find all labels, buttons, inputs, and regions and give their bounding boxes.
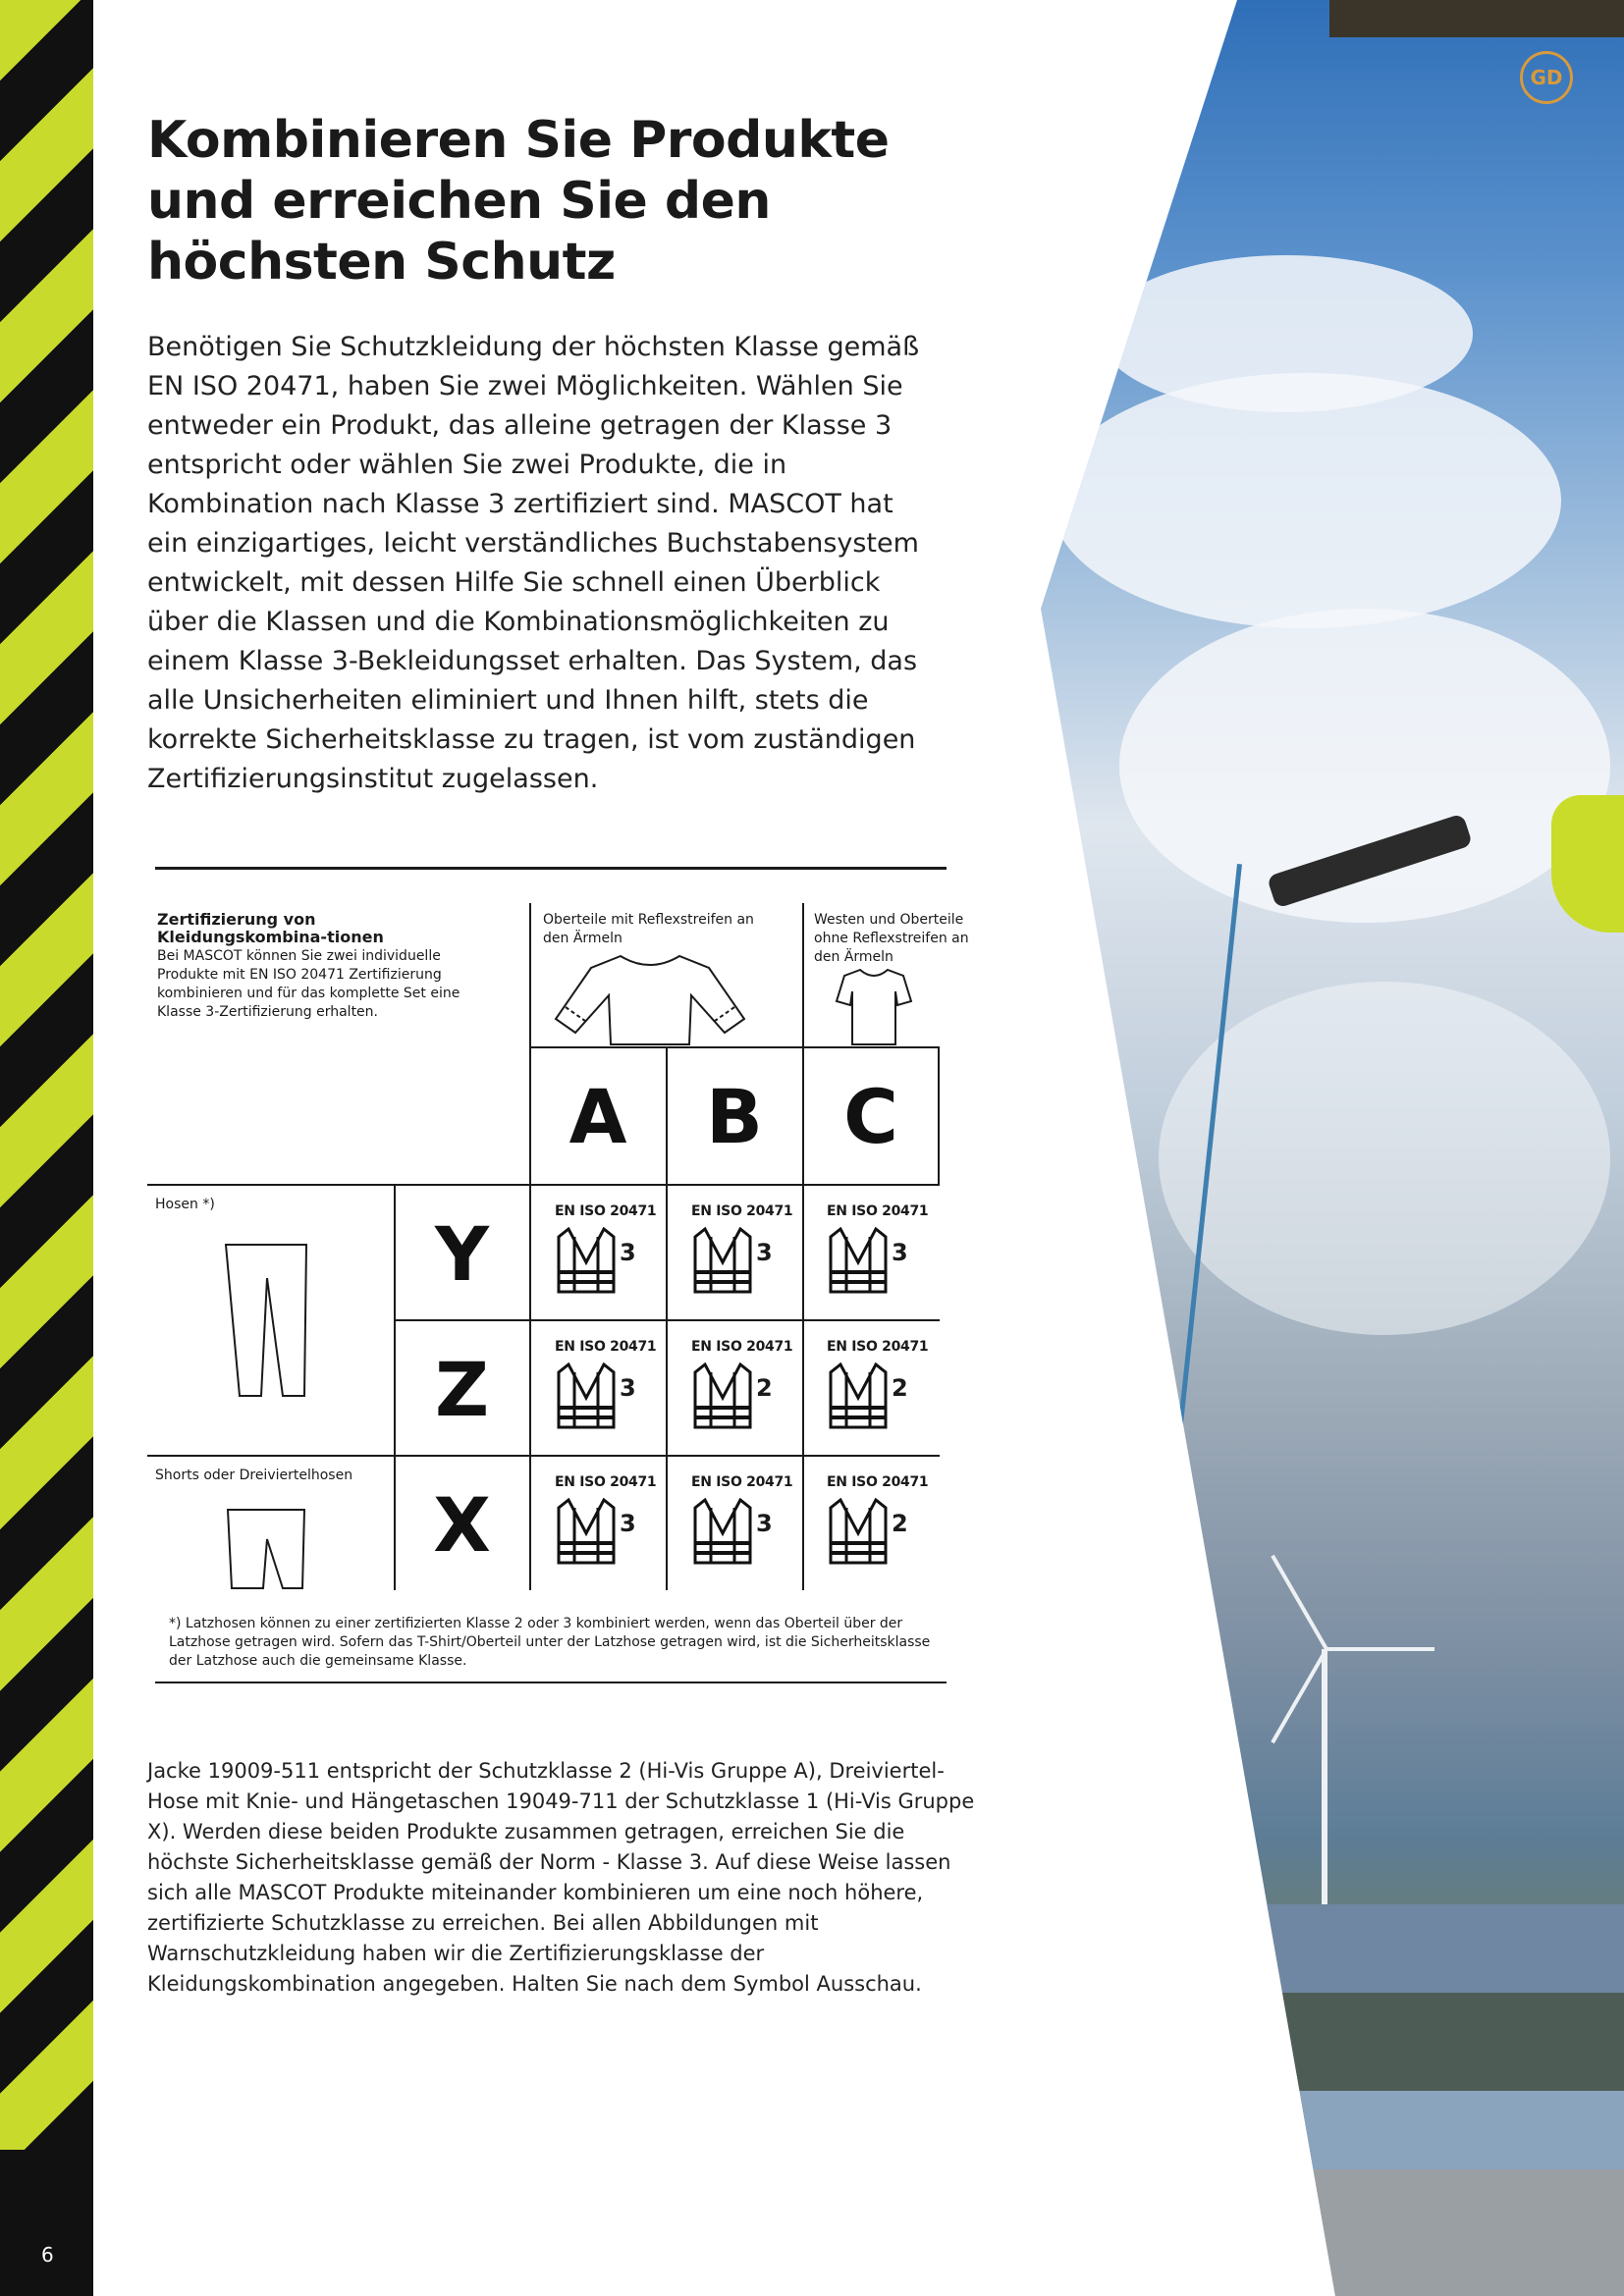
row-label-shorts: Shorts oder Dreiviertelhosen: [155, 1468, 353, 1483]
class-cell-z-b: [672, 1339, 799, 1457]
hazard-stripe-bar: [0, 0, 93, 2296]
row-header-z: Z: [434, 1346, 490, 1433]
page-title: Kombinieren Sie Produkte und erreichen Sie den höchsten Schutz: [147, 111, 890, 292]
shorts-icon: [224, 1506, 308, 1594]
class-cell-z-a: [535, 1339, 663, 1457]
class-number: 3: [756, 1510, 773, 1537]
photo-shore: [1041, 1993, 1624, 2091]
class-cell-x-b: [672, 1474, 799, 1592]
column-header-a: A: [568, 1073, 627, 1160]
closing-paragraph: Jacke 19009-511 entspricht der Schutzklasse 2 (Hi-Vis Gruppe A), Dreiviertel-Hose mit Knie- und Hängetaschen 19049-711 der Schutzklasse 1 (Hi-Vis Gruppe X). Werden diese beiden Produkte zusammen getragen, erreichen Sie die höchste Sicherheitsklasse gemäß der Norm - Klasse 3. Auf diese Weise lassen sich alle MASCOT Produkte miteinander kombinieren um eine noch höhere, zertifizierte Schutzklasse zu erreichen. Bei allen Abbildungen mit Warnschutzkleidung haben wir die Zertifizierungsklasse der Kleidungskombination angegeben. Halten Sie nach dem Symbol Ausschau.: [147, 1759, 975, 1996]
photo-sea: [1041, 1904, 1624, 1993]
hi-vis-vest-icon: [555, 1362, 618, 1431]
stripe-footer-block: [0, 2150, 93, 2296]
class-number: 2: [892, 1510, 908, 1537]
standard-label: EN ISO 20471: [555, 1203, 657, 1219]
table-divider: [529, 1046, 940, 1048]
photo-roof-overhang: [1329, 0, 1624, 37]
standard-label: EN ISO 20471: [691, 1474, 793, 1490]
table-divider: [529, 903, 531, 1590]
photo-water: [1041, 2091, 1624, 2169]
class-cell-x-c: [807, 1474, 935, 1592]
class-cell-z-c: [807, 1339, 935, 1457]
photo-turbine-blade: [1326, 1647, 1435, 1651]
class-number: 2: [756, 1374, 773, 1402]
table-top-rule: [155, 867, 947, 870]
hi-vis-vest-icon: [691, 1227, 754, 1296]
hi-vis-vest-icon: [555, 1227, 618, 1296]
photo-concrete-ledge: [1041, 2169, 1624, 2296]
long-sleeve-top-icon: [552, 950, 748, 1048]
standard-label: EN ISO 20471: [691, 1339, 793, 1355]
gd-logo: GD: [1520, 51, 1573, 104]
photo-cloud: [1051, 373, 1561, 628]
class-number: 2: [892, 1374, 908, 1402]
standard-label: EN ISO 20471: [827, 1339, 929, 1355]
hi-vis-vest-icon: [827, 1362, 890, 1431]
photo-turbine-blade: [1271, 1555, 1327, 1650]
row-header-y: Y: [434, 1210, 490, 1298]
class-cell-y-a: [535, 1203, 663, 1321]
photo-turbine-blade: [1271, 1648, 1327, 1743]
column-header-b: B: [706, 1073, 763, 1160]
class-number: 3: [620, 1374, 636, 1402]
hero-photo-pressure-washer: [1041, 0, 1624, 2296]
column-c-label: Westen und Oberteile ohne Reflexstreifen an den Ärmeln: [814, 912, 969, 965]
photo-hose: [1114, 864, 1281, 2040]
column-a-label: Oberteile mit Reflexstreifen an den Ärmeln: [543, 912, 754, 946]
table-description: Bei MASCOT können Sie zwei individuelle Produkte mit EN ISO 20471 Zertifizierung kombinieren und für das komplette Set eine Klasse 3-Zertifizierung erhalten.: [157, 948, 460, 1020]
standard-label: EN ISO 20471: [827, 1474, 929, 1490]
standard-label: EN ISO 20471: [555, 1339, 657, 1355]
table-title: Zertifizierung von Kleidungskombina-tionen: [157, 910, 384, 946]
table-footnote: *) Latzhosen können zu einer zertifizierten Klasse 2 oder 3 kombiniert werden, wenn das Oberteil über der Latzhose getragen wird. Sofern das T-Shirt/Oberteil unter der Latzhose getragen wird, ist die Sicherheitsklasse der Latzhose auch die gemeinsame Klasse.: [169, 1616, 931, 1669]
table-divider: [147, 1184, 940, 1186]
class-number: 3: [620, 1510, 636, 1537]
class-cell-y-c: [807, 1203, 935, 1321]
hi-vis-vest-icon: [827, 1227, 890, 1296]
class-number: 3: [756, 1239, 773, 1266]
standard-label: EN ISO 20471: [691, 1203, 793, 1219]
table-divider: [802, 903, 804, 1590]
hi-vis-vest-icon: [555, 1498, 618, 1567]
photo-hi-vis-sleeve: [1551, 795, 1624, 933]
standard-label: EN ISO 20471: [555, 1474, 657, 1490]
page-number: 6: [41, 2243, 54, 2267]
trousers-icon: [222, 1243, 310, 1400]
class-number: 3: [892, 1239, 908, 1266]
hi-vis-vest-icon: [691, 1362, 754, 1431]
hi-vis-vest-icon: [827, 1498, 890, 1567]
class-cell-y-b: [672, 1203, 799, 1321]
row-label-trousers: Hosen *): [155, 1197, 215, 1212]
table-bottom-rule: [155, 1682, 947, 1683]
class-cell-x-a: [535, 1474, 663, 1592]
standard-label: EN ISO 20471: [827, 1203, 929, 1219]
intro-paragraph: Benötigen Sie Schutzkleidung der höchsten Klasse gemäß EN ISO 20471, haben Sie zwei Möglichkeiten. Wählen Sie entweder ein Produkt, das alleine getragen der Klasse 3 entspricht oder wählen Sie zwei Produkte, die in Kombination nach Klasse 3 zertifiziert sind. MASCOT hat ein einzigartiges, leicht verständliches Buchstabensystem entwickelt, mit dessen Hilfe Sie schnell einen Überblick über die Klassen und die Kombinationsmöglichkeiten zu einem Klasse 3-Bekleidungsset erhalten. Das System, das alle Unsicherheiten eliminiert und Ihnen hilft, stets die korrekte Sicherheitsklasse zu tragen, ist vom zuständigen Zertifizierungsinstitut zugelassen.: [147, 332, 920, 794]
hi-vis-vest-icon: [691, 1498, 754, 1567]
class-number: 3: [620, 1239, 636, 1266]
row-header-x: X: [433, 1481, 491, 1569]
column-header-c: C: [843, 1073, 898, 1160]
vest-top-icon: [835, 966, 913, 1048]
